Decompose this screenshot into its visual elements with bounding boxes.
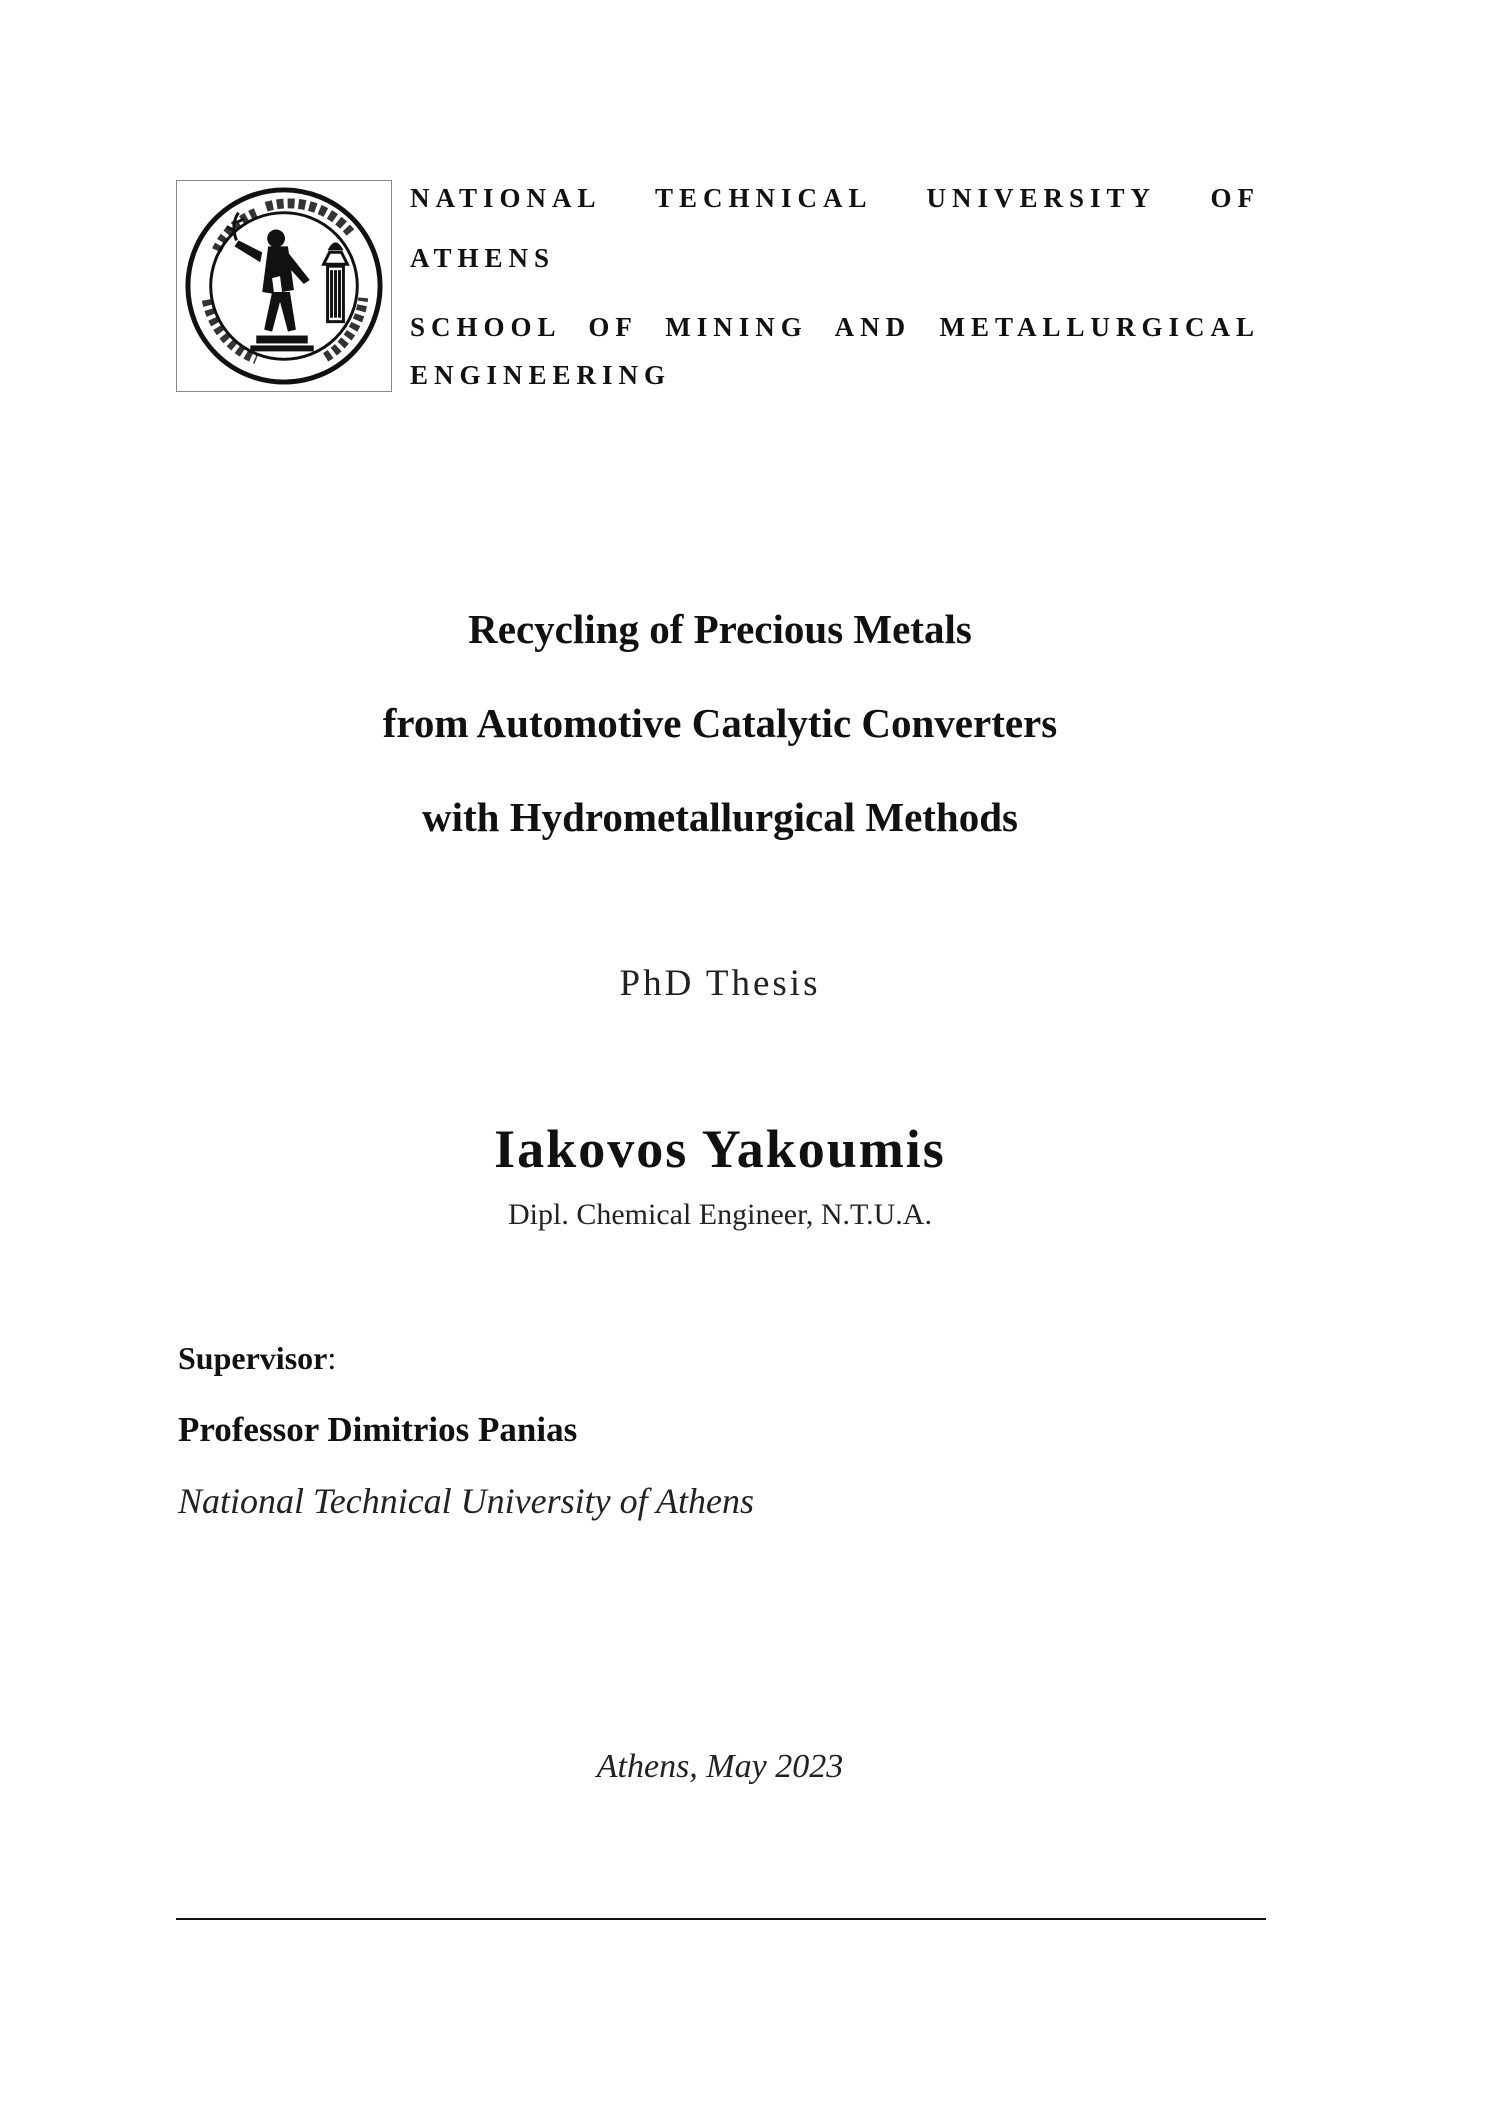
title-line-2: from Automotive Catalytic Converters: [382, 700, 1058, 746]
thesis-title: [0, 582, 1440, 864]
author-name: Iakovos Yakoumis: [494, 1119, 946, 1179]
supervisor-name: Professor Dimitrios Panias: [178, 1410, 578, 1449]
supervisor-label-text: Supervisor: [178, 1340, 328, 1376]
supervisor-label-colon: :: [327, 1340, 337, 1376]
title-line-3: with Hydrometallurgical Methods: [422, 794, 1018, 840]
footer-divider: [176, 1918, 1266, 1920]
university-seal-icon: [176, 180, 392, 392]
document-type: PhD Thesis: [619, 963, 821, 1004]
title-line-1: Recycling of Precious Metals: [468, 606, 972, 652]
place-date: Athens, May 2023: [596, 1748, 844, 1785]
supervisor-label: [178, 1340, 336, 1377]
university-name: NATIONAL TECHNICAL UNIVERSITY OF ATHENS: [410, 183, 1260, 273]
school-name: SCHOOL OF MINING AND METALLURGICAL ENGINEERING: [410, 312, 1260, 390]
seal-graphic: [177, 181, 391, 391]
author-degree: Dipl. Chemical Engineer, N.T.U.A.: [508, 1198, 932, 1231]
supervisor-institution: National Technical University of Athens: [178, 1481, 754, 1521]
